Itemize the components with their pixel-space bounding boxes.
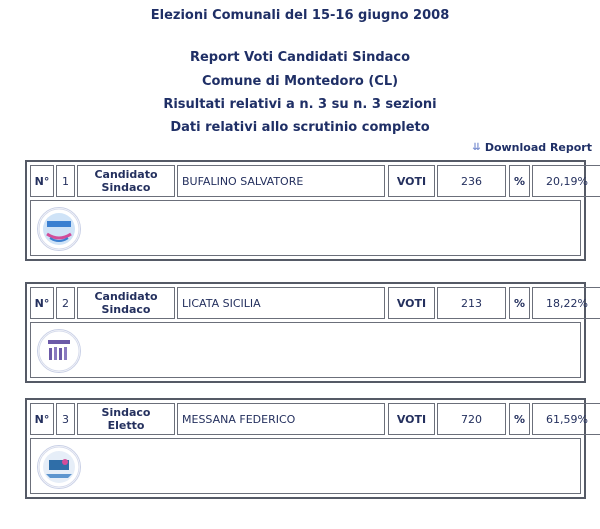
votes-label: VOTI [388,165,435,197]
results-scope: Risultati relativi a n. 3 su n. 3 sezioni [163,97,437,112]
votes-value: 213 [437,287,506,319]
list-logo-row [30,438,581,494]
candidate-index: 2 [56,287,75,319]
votes-value: 236 [437,165,506,197]
candidate-index: 3 [56,403,75,435]
percent-label: % [509,165,530,197]
candidate-card [25,282,586,383]
role-line2: Sindaco [101,181,151,194]
report-title: Report Voti Candidati Sindaco [189,50,411,65]
number-label: N° [30,165,54,197]
percentage-value: 20,19% [532,165,600,197]
percent-label: % [509,287,530,319]
number-label: N° [30,403,54,435]
list-logo-icon [37,445,81,489]
votes-label: VOTI [388,403,435,435]
percent-label: % [509,403,530,435]
download-icon: ⇊ [472,142,481,153]
role-line1: Sindaco [101,406,151,419]
candidate-name: LICATA SICILIA [177,287,385,319]
election-title: Elezioni Comunali del 15-16 giugno 2008 [150,8,450,23]
candidate-index: 1 [56,165,75,197]
candidate-row [27,162,588,200]
role-line2: Sindaco [101,303,151,316]
list-logo-icon [37,329,81,373]
candidate-role [77,287,175,319]
scrutinio-status: Dati relativi allo scrutinio completo [170,120,430,135]
number-label: N° [30,287,54,319]
list-logo-icon [37,207,81,251]
candidate-name: BUFALINO SALVATORE [177,165,385,197]
candidate-role [77,165,175,197]
role-line1: Candidato [94,290,158,303]
candidate-name: MESSANA FEDERICO [177,403,385,435]
votes-label: VOTI [388,287,435,319]
percentage-value: 18,22% [532,287,600,319]
role-line1: Candidato [94,168,158,181]
candidate-card [25,398,586,499]
candidate-card [25,160,586,261]
list-logo-row [30,200,581,256]
list-logo-row [30,322,581,378]
download-report-link[interactable] [472,141,592,154]
comune-title: Comune di Montedoro (CL) [201,74,399,89]
role-line2: Eletto [107,419,145,432]
votes-value: 720 [437,403,506,435]
candidate-row [27,400,588,438]
candidate-row [27,284,588,322]
percentage-value: 61,59% [532,403,600,435]
download-report-label: Download Report [484,141,592,154]
candidate-role [77,403,175,435]
